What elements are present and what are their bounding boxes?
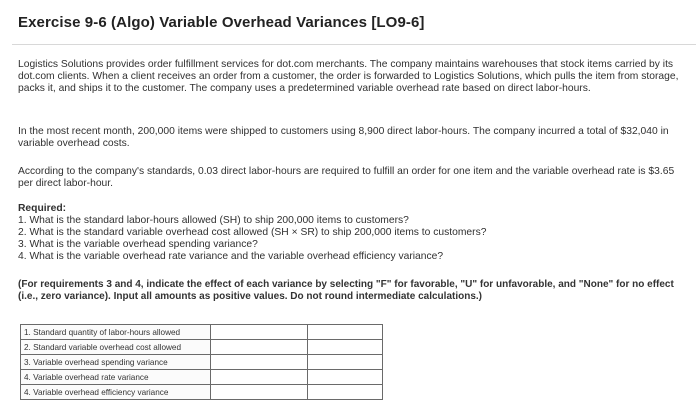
answer-table	[20, 324, 383, 400]
answer-value-cell	[211, 385, 308, 400]
answer-value-cell	[211, 340, 308, 355]
monthly-data-paragraph: In the most recent month, 200,000 items were shipped to customers using 8,900 direct labor-hours. The company incurred a total of $32,040 in variable overhead costs.	[18, 126, 669, 149]
answer-row-label: 2. Standard variable overhead cost allowed	[21, 340, 211, 355]
intro-paragraph: Logistics Solutions provides order fulfillment services for dot.com merchants. The company maintains warehouses that stock items carried by its dot.com clients. When a client receives an order from a customer, the order is forwarded to Logistics Solutions, which pulls the item from storage, packs it, and ships it to the customer. The company uses a predetermined variable overhead rate based on direct labor-hours.	[18, 59, 679, 94]
answer-effect-cell	[308, 370, 383, 385]
answer-effect-cell	[308, 325, 383, 340]
answer-value-cell	[211, 325, 308, 340]
exercise-title: Exercise 9-6 (Algo) Variable Overhead Variances [LO9-6]	[18, 14, 425, 31]
required-section	[18, 203, 690, 263]
answer-row-label: 1. Standard quantity of labor-hours allowed	[21, 325, 211, 340]
instructions-note: (For requirements 3 and 4, indicate the effect of each variance by selecting "F" for favorable, "U" for unfavorable, and "None" for no effect (i.e., zero variance). Input all amounts as positive values. Do not round intermediate calculations.)	[18, 279, 674, 302]
answer-effect-input[interactable]	[308, 355, 382, 369]
standards-paragraph: According to the company's standards, 0.03 direct labor-hours are required to fulfill an order for one item and the variable overhead rate is $3.65 per direct labor-hour.	[18, 166, 675, 189]
answer-value-input[interactable]	[211, 355, 307, 369]
answer-effect-cell	[308, 355, 383, 370]
answer-row	[21, 385, 383, 400]
answer-value-input[interactable]	[211, 325, 307, 339]
required-item: 3. What is the variable overhead spending variance?	[18, 239, 258, 250]
answer-value-input[interactable]	[211, 340, 307, 354]
answer-effect-input[interactable]	[308, 340, 382, 354]
answer-value-cell	[211, 370, 308, 385]
answer-effect-cell	[308, 340, 383, 355]
answer-row-label: 4. Variable overhead efficiency variance	[21, 385, 211, 400]
answer-row	[21, 340, 383, 355]
answer-effect-input[interactable]	[308, 370, 382, 384]
answer-row	[21, 355, 383, 370]
answer-row-label: 4. Variable overhead rate variance	[21, 370, 211, 385]
answer-row-label: 3. Variable overhead spending variance	[21, 355, 211, 370]
answer-value-input[interactable]	[211, 370, 307, 384]
required-item: 2. What is the standard variable overhead cost allowed (SH × SR) to ship 200,000 items to customers?	[18, 227, 487, 238]
answer-row	[21, 370, 383, 385]
required-heading: Required:	[18, 203, 67, 214]
answer-effect-cell	[308, 385, 383, 400]
answer-value-cell	[211, 355, 308, 370]
title-divider	[12, 44, 696, 45]
required-item: 1. What is the standard labor-hours allowed (SH) to ship 200,000 items to customers?	[18, 215, 409, 226]
answer-value-input[interactable]	[211, 385, 307, 399]
required-item: 4. What is the variable overhead rate variance and the variable overhead efficiency variance?	[18, 251, 444, 262]
answer-effect-input[interactable]	[308, 385, 382, 399]
answer-row	[21, 325, 383, 340]
answer-effect-input[interactable]	[308, 325, 382, 339]
